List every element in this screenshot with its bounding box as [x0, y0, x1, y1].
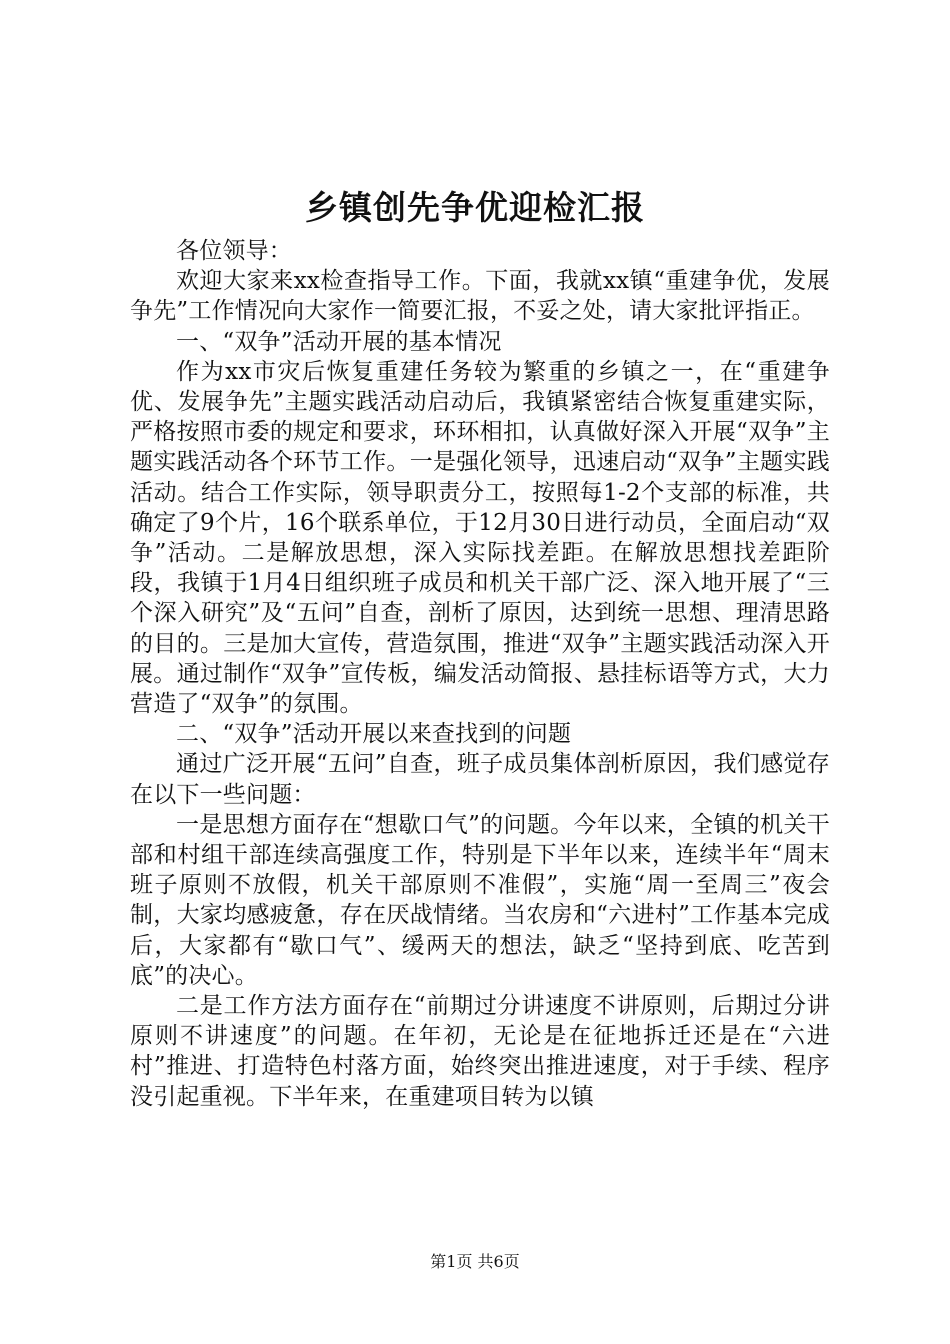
section-heading-2: 二、“双争”活动开展以来查找到的问题	[176, 721, 572, 748]
body-paragraph: 通过广泛开展“五问”自查，班子成员集体剖析原因，我们感觉存在以下一些问题：	[130, 751, 830, 808]
document-body	[130, 236, 830, 1112]
document-title: 乡镇创先争优迎检汇报	[305, 188, 645, 227]
section-heading-1: 一、“双争”活动开展的基本情况	[176, 328, 502, 355]
intro-paragraph: 欢迎大家来xx检查指导工作。下面，我就xx镇“重建争优，发展争先”工作情况向大家作一简要汇报，不妥之处，请大家批评指正。	[130, 268, 830, 325]
body-paragraph: 一是思想方面存在“想歇口气”的问题。今年以来，全镇的机关干部和村组干部连续高强度工作，特别是下半年以来，连续半年“周末班子原则不放假，机关干部原则不准假”，实施“周一至周三”夜会制，大家均感疲惫，存在厌战情绪。当农房和“六进村”工作基本完成后，大家都有“歇口气”、缓两天的想法，缺乏“坚持到底、吃苦到底”的决心。	[130, 811, 830, 989]
body-paragraph: 作为xx市灾后恢复重建任务较为繁重的乡镇之一，在“重建争优、发展争先”主题实践活动启动后，我镇紧密结合恢复重建实际，严格按照市委的规定和要求，环环相扣，认真做好深入开展“双争”主题实践活动各个环节工作。一是强化领导，迅速启动“双争”主题实践活动。结合工作实际，领导职责分工，按照每1-2个支部的标准，共确定了9个片，16个联系单位，于12月30日进行动员，全面启动“双争”活动。二是解放思想，深入实际找差距。在解放思想找差距阶段，我镇于1月4日组织班子成员和机关干部广泛、深入地开展了“三个深入研究”及“五问”自查，剖析了原因，达到统一思想、理清思路的目的。三是加大宣传，营造氛围，推进“双争”主题实践活动深入开展。通过制作“双争”宣传板，编发活动简报、悬挂标语等方式，大力营造了“双争”的氛围。	[130, 358, 830, 718]
page-number-footer: 第1页 共6页	[430, 1252, 520, 1271]
body-paragraph: 二是工作方法方面存在“前期过分讲速度不讲原则，后期过分讲原则不讲速度”的问题。在年初，无论是在征地拆迁还是在“六进村”推进、打造特色村落方面，始终突出推进速度，对于手续、程序没引起重视。下半年来，在重建项目转为以镇	[130, 993, 830, 1110]
salutation-paragraph: 各位领导：	[176, 238, 292, 264]
